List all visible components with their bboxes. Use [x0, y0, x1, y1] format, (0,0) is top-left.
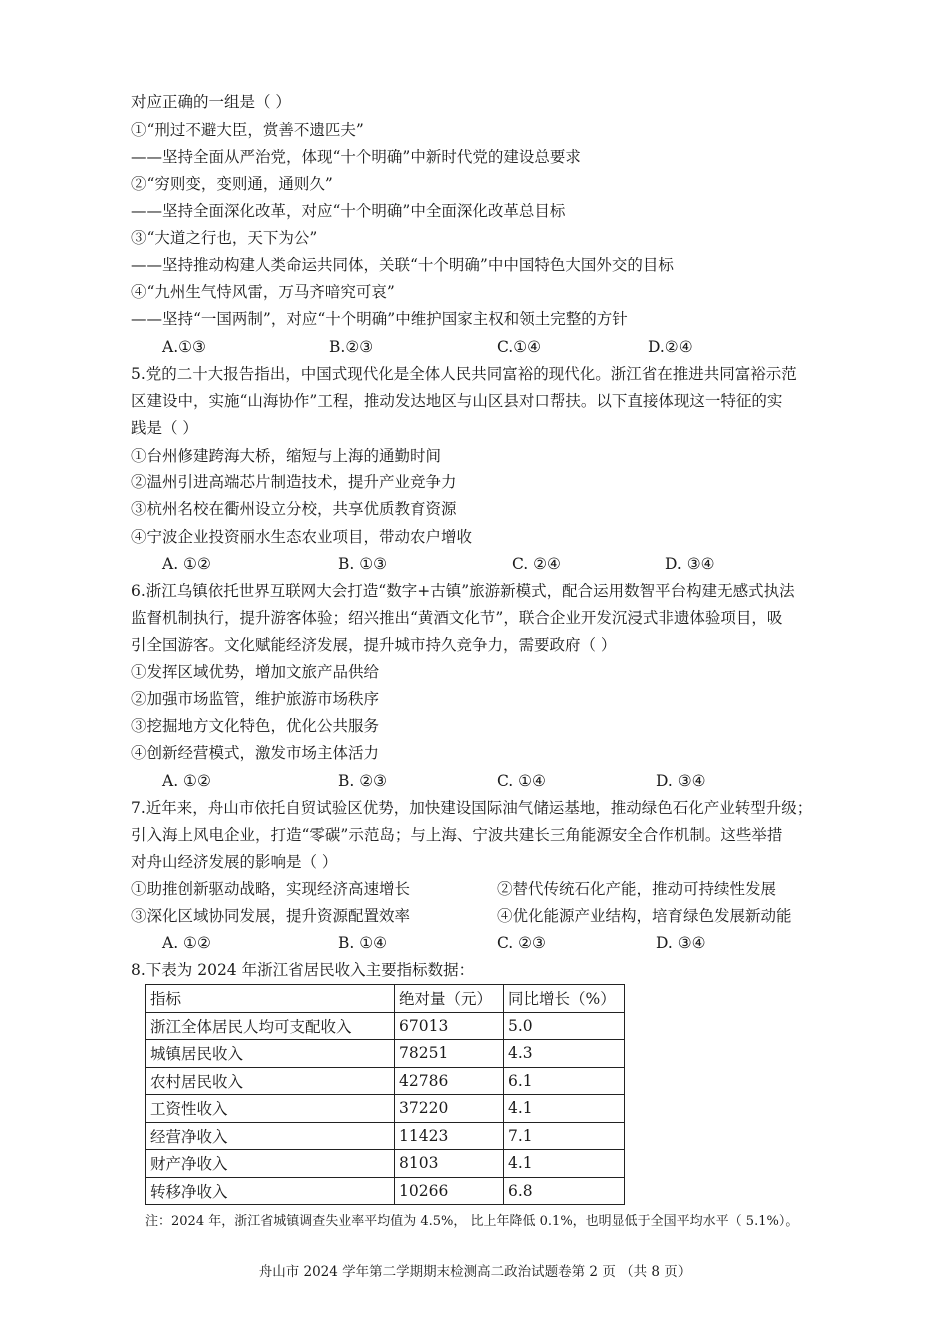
q4-option-b: B.②③ — [329, 338, 374, 356]
table-cell: 4.1 — [504, 1150, 625, 1178]
q4-item-2-explain: ——坚持全面深化改革，对应“十个明确”中全面深化改革总目标 — [131, 202, 566, 220]
table-cell: 5.0 — [504, 1012, 625, 1040]
q4-option-c: C.①④ — [497, 338, 542, 356]
q7-item-2: ②替代传统石化产能，推动可持续性发展 — [497, 880, 777, 898]
q8-stem: 8.下表为 2024 年浙江省居民收入主要指标数据： — [131, 961, 475, 979]
table-row — [146, 1067, 625, 1095]
q5-stem-line-3: 践是（ ） — [131, 419, 198, 437]
income-table — [145, 984, 625, 1205]
q6-option-d: D. ③④ — [656, 772, 706, 790]
table-row — [146, 1150, 625, 1178]
table-row — [146, 1095, 625, 1123]
q4-item-4: ④“九州生气恃风雷，万马齐喑究可哀” — [131, 283, 395, 301]
q6-item-2: ②加强市场监管，维护旅游市场秩序 — [131, 690, 380, 708]
table-row — [146, 1012, 625, 1040]
q6-item-4: ④创新经营模式，激发市场主体活力 — [131, 744, 380, 762]
table-cell: 经营净收入 — [146, 1122, 395, 1150]
table-cell: 转移净收入 — [146, 1177, 395, 1205]
table-cell: 11423 — [395, 1122, 504, 1150]
q5-stem-line-2: 区建设中，实施“山海协作”工程，推动发达地区与山区县对口帮扶。以下直接体现这一特征的实 — [131, 392, 783, 410]
page-footer: 舟山市 2024 学年第二学期期末检测高二政治试题卷第 2 页 （共 8 页） — [258, 1264, 692, 1280]
q6-option-c: C. ①④ — [497, 772, 546, 790]
q6-option-a: A. ①② — [162, 772, 211, 790]
q4-item-1-explain: ——坚持全面从严治党，体现“十个明确”中新时代党的建设总要求 — [131, 148, 581, 166]
q6-stem-line-1: 6.浙江乌镇依托世界互联网大会打造“数字+古镇”旅游新模式，配合运用数智平台构建无感式执法 — [131, 582, 795, 600]
table-cell: 4.3 — [504, 1040, 625, 1068]
q6-item-1: ①发挥区域优势，增加文旅产品供给 — [131, 663, 380, 681]
q7-item-4: ④优化能源产业结构，培育绿色发展新动能 — [497, 907, 792, 925]
q5-stem-line-1: 5.党的二十大报告指出，中国式现代化是全体人民共同富裕的现代化。浙江省在推进共同富裕示范 — [131, 365, 797, 383]
table-note: 注：2024 年，浙江省城镇调查失业率平均值为 4.5%， 比上年降低 0.1%，也明显低于全国平均水平（ 5.1%）。 — [145, 1214, 799, 1229]
table-cell: 城镇居民收入 — [146, 1040, 395, 1068]
table-row — [146, 1177, 625, 1205]
q7-option-d: D. ③④ — [656, 934, 706, 952]
q5-option-c: C. ②④ — [512, 555, 561, 573]
q4-option-d: D.②④ — [648, 338, 693, 356]
q4-item-2: ②“穷则变，变则通，通则久” — [131, 175, 333, 193]
table-header-cell: 绝对量（元） — [395, 985, 504, 1013]
q4-option-a: A.①③ — [162, 338, 206, 356]
table-cell: 6.8 — [504, 1177, 625, 1205]
q5-item-2: ②温州引进高端芯片制造技术，提升产业竞争力 — [131, 473, 457, 491]
q5-item-4: ④宁波企业投资丽水生态农业项目，带动农户增收 — [131, 528, 473, 546]
q4-item-3-explain: ——坚持推动构建人类命运共同体，关联“十个明确”中中国特色大国外交的目标 — [131, 256, 674, 274]
table-cell: 78251 — [395, 1040, 504, 1068]
q5-option-a: A. ①② — [162, 555, 211, 573]
table-cell: 农村居民收入 — [146, 1067, 395, 1095]
table-header-cell: 同比增长（%） — [504, 985, 625, 1013]
table-header-cell: 指标 — [146, 985, 395, 1013]
table-cell: 42786 — [395, 1067, 504, 1095]
q7-stem-line-2: 引入海上风电企业，打造“零碳”示范岛；与上海、宁波共建长三角能源安全合作机制。这些举措 — [131, 826, 783, 844]
table-header-row — [146, 985, 625, 1013]
q7-stem-line-3: 对舟山经济发展的影响是（ ） — [131, 853, 338, 871]
table-cell: 8103 — [395, 1150, 504, 1178]
q7-item-1: ①助推创新驱动战略，实现经济高速增长 — [131, 880, 411, 898]
table-cell: 7.1 — [504, 1122, 625, 1150]
q7-option-c: C. ②③ — [497, 934, 546, 952]
table-cell: 37220 — [395, 1095, 504, 1123]
q4-stem: 对应正确的一组是（ ） — [131, 93, 291, 111]
table-cell: 财产净收入 — [146, 1150, 395, 1178]
table-cell: 工资性收入 — [146, 1095, 395, 1123]
q6-stem-line-2: 监督机制执行，提升游客体验；绍兴推出“黄酒文化节”，联合企业开发沉浸式非遗体验项目，吸 — [131, 609, 783, 627]
q6-item-3: ③挖掘地方文化特色，优化公共服务 — [131, 717, 380, 735]
table-cell: 4.1 — [504, 1095, 625, 1123]
q7-option-b: B. ①④ — [338, 934, 388, 952]
q4-item-4-explain: ——坚持“一国两制”，对应“十个明确”中维护国家主权和领土完整的方针 — [131, 310, 628, 328]
q7-option-a: A. ①② — [162, 934, 211, 952]
q6-option-b: B. ②③ — [338, 772, 388, 790]
q5-item-3: ③杭州名校在衢州设立分校，共享优质教育资源 — [131, 500, 457, 518]
q7-item-3: ③深化区域协同发展，提升资源配置效率 — [131, 907, 411, 925]
table-row — [146, 1122, 625, 1150]
table-row — [146, 1040, 625, 1068]
table-cell: 67013 — [395, 1012, 504, 1040]
q5-item-1: ①台州修建跨海大桥，缩短与上海的通勤时间 — [131, 447, 442, 465]
q7-stem-line-1: 7.近年来，舟山市依托自贸试验区优势，加快建设国际油气储运基地，推动绿色石化产业转型升级； — [131, 799, 813, 817]
table-cell: 10266 — [395, 1177, 504, 1205]
table-cell: 浙江全体居民人均可支配收入 — [146, 1012, 395, 1040]
table-cell: 6.1 — [504, 1067, 625, 1095]
q5-option-b: B. ①③ — [338, 555, 388, 573]
q6-stem-line-3: 引全国游客。文化赋能经济发展，提升城市持久竞争力，需要政府（ ） — [131, 636, 617, 654]
q4-item-3: ③“大道之行也，天下为公” — [131, 229, 318, 247]
q5-option-d: D. ③④ — [665, 555, 715, 573]
q4-item-1: ①“刑过不避大臣，赏善不遗匹夫” — [131, 121, 364, 139]
